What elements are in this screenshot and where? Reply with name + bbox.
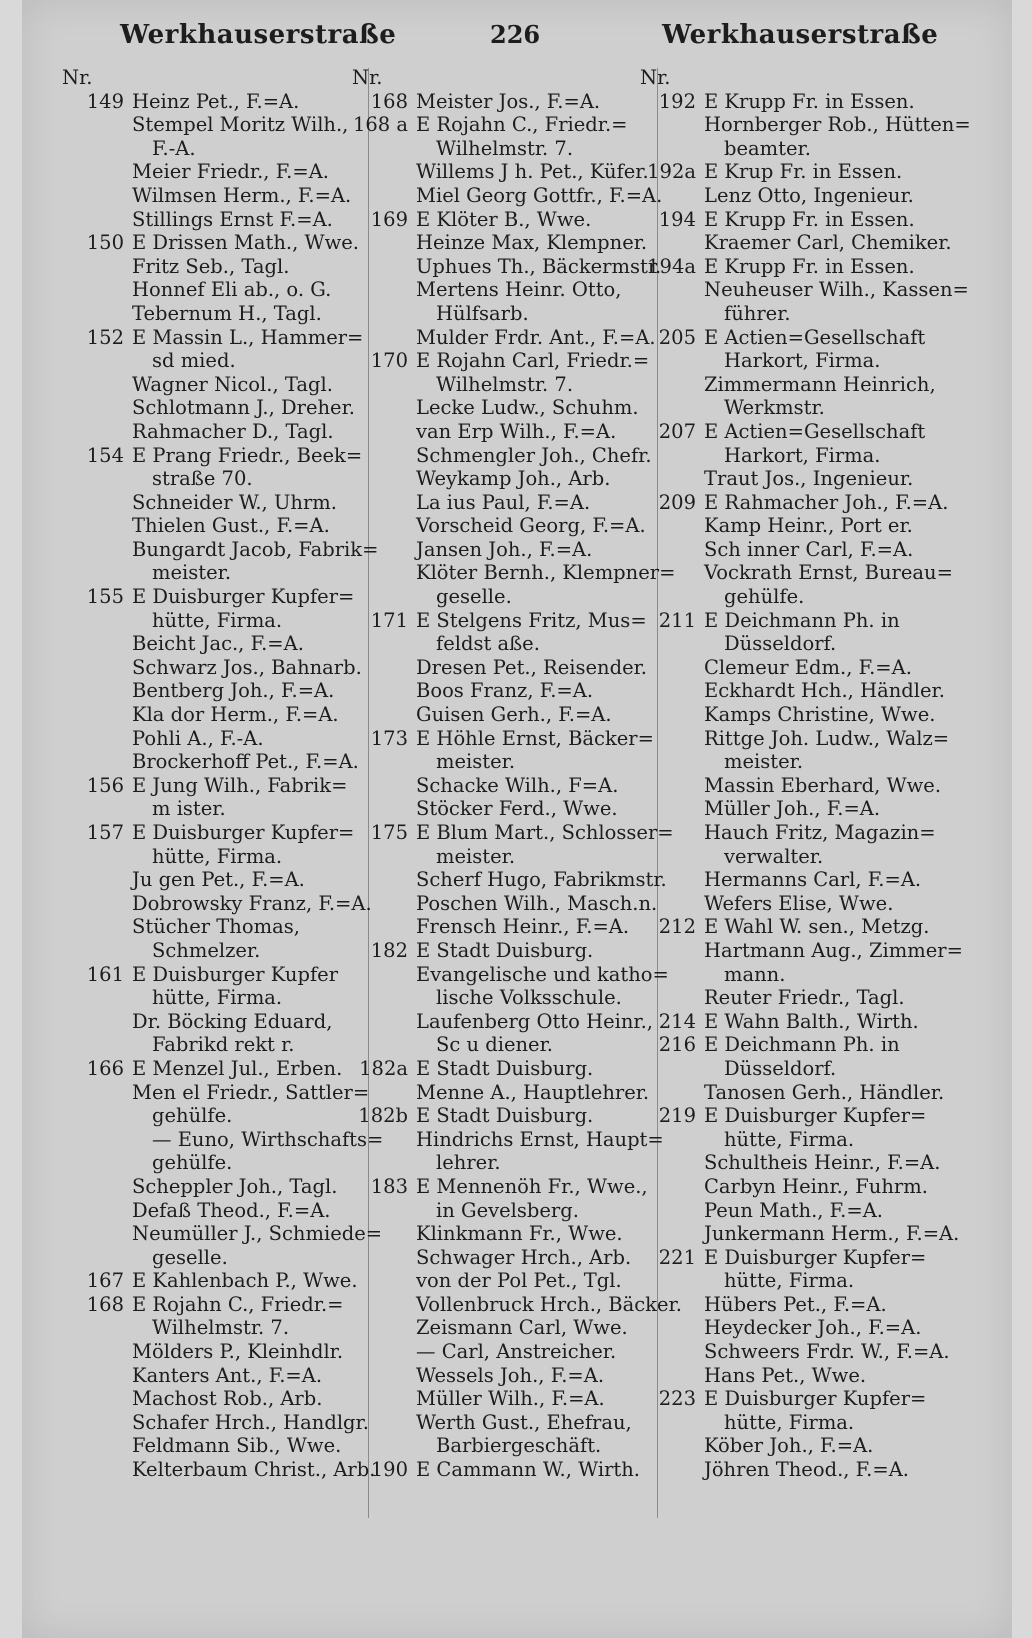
house-entry — [640, 420, 974, 444]
entry-continuation: Schmelzer. — [152, 938, 261, 962]
resident-entry: Dr. Böcking Eduard, — [132, 1009, 333, 1033]
house-number: 194a — [647, 254, 696, 278]
resident-entry: Defaß Theod., F.=A. — [132, 1198, 331, 1222]
house-number: 192 — [658, 89, 696, 113]
entry-continuation: führer. — [724, 301, 791, 325]
resident-entry: Klinkmann Fr., Wwe. — [416, 1222, 623, 1246]
resident-entry: Clemeur Edm., F.=A. — [704, 655, 912, 679]
entry-continuation: geselle. — [436, 585, 512, 609]
entry-continuation: hütte, Firma. — [724, 1127, 855, 1151]
house-entry — [62, 1293, 378, 1317]
resident-entry: Schlotmann J., Dreher. — [132, 396, 355, 420]
entry-text: Meister Jos., F.=A. — [416, 89, 601, 113]
entry-continuation: gehülfe. — [724, 585, 805, 609]
house-entry — [352, 939, 662, 963]
house-number: 168 a — [352, 113, 408, 137]
entry-text: E Deichmann Ph. in — [704, 608, 900, 632]
resident-entry: Evangelische und katho= — [416, 962, 669, 986]
resident-entry: Kamps Christine, Wwe. — [704, 703, 936, 727]
house-entry — [62, 1269, 378, 1293]
resident-entry: Lecke Ludw., Schuhm. — [416, 396, 639, 420]
resident-entry: Vockrath Ernst, Bureau= — [704, 561, 953, 585]
resident-entry: Zimmermann Heinrich, — [704, 372, 936, 396]
entry-text: E Stadt Duisburg. — [416, 938, 594, 962]
house-entry — [352, 113, 662, 137]
house-number: 155 — [86, 585, 124, 609]
entry-text: E Kahlenbach P., Wwe. — [132, 1269, 358, 1293]
resident-entry: Weykamp Joh., Arb. — [416, 467, 611, 491]
resident-entry: Klöter Bernh., Klempner= — [416, 561, 676, 585]
house-number: 205 — [658, 325, 696, 349]
entry-text: E Jung Wilh., Fabrik= — [132, 773, 348, 797]
entry-continuation: hütte, Firma. — [152, 844, 283, 868]
entry-text: E Deichmann Ph. in — [704, 1033, 900, 1057]
entry-text: E Rahmacher Joh., F.=A. — [704, 490, 949, 514]
resident-entry: Massin Eberhard, Wwe. — [704, 773, 942, 797]
resident-entry: — Carl, Anstreicher. — [416, 1340, 617, 1364]
entry-text: E Krupp Fr. in Essen. — [704, 254, 915, 278]
page-header — [22, 14, 1012, 58]
resident-entry: Neuheuser Wilh., Kassen= — [704, 278, 969, 302]
house-number: 207 — [658, 419, 696, 443]
house-entry — [62, 326, 378, 350]
house-number: 182a — [359, 1056, 408, 1080]
entry-continuation: — Euno, Wirthschafts= — [152, 1127, 384, 1151]
resident-entry: Heydecker Joh., F.=A. — [704, 1316, 922, 1340]
resident-entry: Fritz Seb., Tagl. — [132, 254, 290, 278]
entry-continuation: gehülfe. — [152, 1151, 233, 1175]
resident-entry: Brockerhoff Pet., F.=A. — [132, 750, 359, 774]
entry-continuation: meister. — [152, 561, 232, 585]
resident-entry: Stempel Moritz Wilh., — [132, 113, 349, 137]
running-head-right: Werkhauserstraße — [662, 20, 939, 50]
house-entry — [62, 774, 378, 798]
entry-text: E Krupp Fr. in Essen. — [704, 89, 915, 113]
column-heading: Nr. — [352, 66, 383, 89]
house-number: 166 — [86, 1056, 124, 1080]
house-entry — [62, 231, 378, 255]
resident-entry: Stücher Thomas, — [132, 915, 300, 939]
resident-entry: Scherf Hugo, Fabrikmstr. — [416, 868, 667, 892]
entry-continuation: beamter. — [724, 136, 811, 160]
entry-continuation: meister. — [436, 750, 516, 774]
resident-entry: Lenz Otto, Ingenieur. — [704, 183, 914, 207]
entry-continuation: feldst aße. — [436, 632, 540, 656]
house-number: 182b — [358, 1104, 408, 1128]
entry-continuation: Werkmstr. — [724, 396, 825, 420]
house-entry — [62, 90, 378, 114]
house-entry — [640, 326, 974, 350]
entry-continuation: verwalter. — [724, 844, 824, 868]
house-entry — [640, 609, 974, 633]
entry-text: E Duisburger Kupfer= — [132, 585, 355, 609]
house-number: 216 — [658, 1033, 696, 1057]
entry-text: E Mennenöh Fr., Wwe., — [416, 1174, 648, 1198]
entry-continuation: in Gevelsberg. — [436, 1198, 579, 1222]
resident-entry: Zeismann Carl, Wwe. — [416, 1316, 628, 1340]
entry-text: E Rojahn C., Friedr.= — [132, 1292, 344, 1316]
house-number: 170 — [370, 349, 408, 373]
resident-entry: Men el Friedr., Sattler= — [132, 1080, 370, 1104]
house-number: 168 — [86, 1292, 124, 1316]
entry-continuation: sd mied. — [152, 349, 236, 373]
entry-text: E Stadt Duisburg. — [416, 1104, 594, 1128]
house-number: 154 — [86, 443, 124, 467]
resident-entry: Feldmann Sib., Wwe. — [132, 1434, 342, 1458]
resident-entry: Dobrowsky Franz, F.=A. — [132, 891, 372, 915]
resident-entry: Kamp Heinr., Port er. — [704, 514, 913, 538]
house-number: 169 — [370, 207, 408, 231]
resident-entry: Menne A., Hauptlehrer. — [416, 1080, 650, 1104]
resident-entry: Dresen Pet., Reisender. — [416, 655, 647, 679]
resident-entry: Junkermann Herm., F.=A. — [704, 1222, 960, 1246]
resident-entry: Miel Georg Gottfr., F.=A. — [416, 183, 663, 207]
entry-continuation: Hülfsarb. — [436, 301, 529, 325]
house-entry — [62, 821, 378, 845]
resident-entry: Mertens Heinr. Otto, — [416, 278, 622, 302]
entry-text: E Duisburger Kupfer= — [704, 1245, 927, 1269]
house-number: 192a — [647, 160, 696, 184]
page-number: 226 — [490, 20, 541, 49]
resident-entry: Schweers Frdr. W., F.=A. — [704, 1340, 950, 1364]
house-entry — [352, 1057, 662, 1081]
entry-text: E Menzel Jul., Erben. — [132, 1056, 343, 1080]
entry-continuation: meister. — [436, 844, 516, 868]
entry-continuation: Harkort, Firma. — [724, 443, 881, 467]
resident-entry: Traut Jos., Ingenieur. — [704, 467, 914, 491]
entry-continuation: F.-A. — [152, 136, 196, 160]
house-entry — [352, 609, 662, 633]
entry-text: E Actien=Gesellschaft — [704, 325, 926, 349]
house-number: 156 — [86, 773, 124, 797]
resident-entry: Pohli A., F.-A. — [132, 726, 264, 750]
entry-continuation: m ister. — [152, 797, 226, 821]
house-number: 183 — [370, 1174, 408, 1198]
entry-continuation: hütte, Firma. — [152, 986, 283, 1010]
resident-entry: Hans Pet., Wwe. — [704, 1363, 867, 1387]
entry-text: Heinz Pet., F.=A. — [132, 89, 300, 113]
resident-entry: Hindrichs Ernst, Haupt= — [416, 1127, 664, 1151]
house-number: 150 — [86, 231, 124, 255]
house-entry — [640, 1104, 974, 1128]
entry-text: E Rojahn C., Friedr.= — [416, 113, 628, 137]
resident-entry: Bungardt Jacob, Fabrik= — [132, 537, 379, 561]
resident-entry: Hübers Pet., F.=A. — [704, 1292, 887, 1316]
resident-entry: Hauch Fritz, Magazin= — [704, 821, 936, 844]
resident-entry: Wessels Joh., F.=A. — [416, 1363, 605, 1387]
house-number: 223 — [658, 1387, 696, 1411]
house-entry — [352, 90, 662, 114]
house-entry — [640, 255, 974, 279]
entry-continuation: gehülfe. — [152, 1104, 233, 1128]
house-number: 182 — [370, 938, 408, 962]
resident-entry: Peun Math., F.=A. — [704, 1198, 883, 1222]
entry-continuation: hütte, Firma. — [152, 608, 283, 632]
entry-text: E Wahl W. sen., Metzg. — [704, 915, 930, 939]
resident-entry: Laufenberg Otto Heinr., — [416, 1009, 653, 1033]
entry-continuation: Düsseldorf. — [724, 1056, 837, 1080]
resident-entry: Ju gen Pet., F.=A. — [132, 868, 305, 892]
resident-entry: Bentberg Joh., F.=A. — [132, 679, 335, 703]
house-entry — [62, 444, 378, 468]
entry-continuation: hütte, Firma. — [724, 1410, 855, 1434]
entry-text: E Höhle Ernst, Bäcker= — [416, 726, 654, 750]
resident-entry: Hartmann Aug., Zimmer= — [704, 938, 963, 962]
resident-entry: Tanosen Gerh., Händler. — [704, 1080, 945, 1104]
house-number: 161 — [86, 962, 124, 986]
entry-text: E Duisburger Kupfer= — [132, 821, 355, 844]
house-entry — [640, 1387, 974, 1411]
entry-continuation: Fabrikd rekt r. — [152, 1033, 295, 1057]
resident-entry: Stillings Ernst F.=A. — [132, 207, 333, 231]
entry-continuation: lische Volksschule. — [436, 986, 622, 1010]
resident-entry: Vorscheid Georg, F.=A. — [416, 514, 646, 538]
entry-text: E Drissen Math., Wwe. — [132, 231, 359, 255]
resident-entry: Werth Gust., Ehefrau, — [416, 1410, 632, 1434]
entry-continuation: mann. — [724, 962, 786, 986]
house-entry — [62, 963, 378, 987]
resident-entry: Wilmsen Herm., F.=A. — [132, 183, 352, 207]
entry-text: E Duisburger Kupfer= — [704, 1104, 927, 1128]
house-entry — [640, 208, 974, 232]
house-number: 175 — [370, 821, 408, 844]
entry-text: E Stelgens Fritz, Mus= — [416, 608, 647, 632]
entry-continuation: Barbiergeschäft. — [436, 1434, 602, 1458]
resident-entry: Reuter Friedr., Tagl. — [704, 986, 905, 1010]
resident-entry: Müller Wilh., F.=A. — [416, 1387, 605, 1411]
resident-entry: Schneider W., Uhrm. — [132, 490, 337, 514]
resident-entry: Schwager Hrch., Arb. — [416, 1245, 632, 1269]
resident-entry: Schmengler Joh., Chefr. — [416, 443, 652, 467]
entry-text: E Cammann W., Wirth. — [416, 1458, 640, 1482]
resident-entry: Kraemer Carl, Chemiker. — [704, 231, 952, 255]
resident-entry: Köber Joh., F.=A. — [704, 1434, 874, 1458]
house-number: 211 — [658, 608, 696, 632]
resident-entry: Meier Friedr., F.=A. — [132, 160, 329, 184]
resident-entry: Honnef Eli ab., o. G. — [132, 278, 332, 302]
entry-continuation: lehrer. — [436, 1151, 501, 1175]
house-number: 167 — [86, 1269, 124, 1293]
entry-text: E Krup Fr. in Essen. — [704, 160, 903, 184]
house-entry — [640, 1033, 974, 1057]
entry-text: E Stadt Duisburg. — [416, 1056, 594, 1080]
resident-entry: Frensch Heinr., F.=A. — [416, 915, 630, 939]
entry-text: E Duisburger Kupfer= — [704, 1387, 927, 1411]
house-entry — [640, 915, 974, 939]
resident-entry: Schacke Wilh., F=A. — [416, 773, 619, 797]
resident-entry: Mölders P., Kleinhdlr. — [132, 1340, 344, 1364]
entry-continuation: hütte, Firma. — [724, 1269, 855, 1293]
house-number: 214 — [658, 1009, 696, 1033]
entry-text: E Rojahn Carl, Friedr.= — [416, 349, 650, 373]
resident-entry: Sch inner Carl, F.=A. — [704, 537, 914, 561]
house-entry — [640, 491, 974, 515]
entry-continuation: Harkort, Firma. — [724, 349, 881, 373]
entry-continuation: geselle. — [152, 1245, 228, 1269]
house-entry — [352, 1175, 662, 1199]
resident-entry: Kla dor Herm., F.=A. — [132, 703, 339, 727]
resident-entry: Schwarz Jos., Bahnarb. — [132, 655, 362, 679]
house-entry — [62, 585, 378, 609]
resident-entry: Vollenbruck Hrch., Bäcker. — [416, 1292, 682, 1316]
resident-entry: Guisen Gerh., F.=A. — [416, 703, 612, 727]
resident-entry: Eckhardt Hch., Händler. — [704, 679, 945, 703]
house-entry — [352, 727, 662, 751]
resident-entry: Machost Rob., Arb. — [132, 1387, 323, 1411]
resident-entry: Carbyn Heinr., Fuhrm. — [704, 1174, 928, 1198]
house-entry — [640, 90, 974, 114]
resident-entry: Thielen Gust., F.=A. — [132, 514, 330, 538]
resident-entry: Mulder Frdr. Ant., F.=A. — [416, 325, 656, 349]
entry-text: E Blum Mart., Schlosser= — [416, 821, 674, 844]
resident-entry: Rittge Joh. Ludw., Walz= — [704, 726, 950, 750]
resident-entry: Heinze Max, Klempner. — [416, 231, 648, 255]
resident-entry: Beicht Jac., F.=A. — [132, 632, 304, 656]
resident-entry: Neumüller J., Schmiede= — [132, 1222, 383, 1246]
column-heading: Nr. — [640, 66, 671, 89]
house-number: 157 — [86, 821, 124, 844]
resident-entry: Poschen Wilh., Masch.n. — [416, 891, 658, 915]
resident-entry: Schafer Hrch., Handlgr. — [132, 1410, 369, 1434]
entry-continuation: Sc u diener. — [436, 1033, 553, 1057]
entry-text: E Massin L., Hammer= — [132, 325, 364, 349]
resident-entry: Wagner Nicol., Tagl. — [132, 372, 333, 396]
house-number: 190 — [370, 1458, 408, 1482]
entry-text: E Krupp Fr. in Essen. — [704, 207, 915, 231]
house-number: 212 — [658, 915, 696, 939]
house-entry — [62, 1057, 378, 1081]
resident-entry: Müller Joh., F.=A. — [704, 797, 881, 821]
entry-continuation: Düsseldorf. — [724, 632, 837, 656]
house-number: 221 — [658, 1245, 696, 1269]
house-number: 152 — [86, 325, 124, 349]
resident-entry: Uphues Th., Bäckermstr. — [416, 254, 662, 278]
house-entry — [352, 208, 662, 232]
entry-continuation: Wilhelmstr. 7. — [436, 372, 574, 396]
resident-entry: Schultheis Heinr., F.=A. — [704, 1151, 941, 1175]
entry-continuation: meister. — [724, 750, 804, 774]
entry-text: E Actien=Gesellschaft — [704, 419, 926, 443]
resident-entry: La ius Paul, F.=A. — [416, 490, 591, 514]
house-entry — [640, 160, 974, 184]
house-number: 194 — [658, 207, 696, 231]
house-number: 171 — [370, 608, 408, 632]
column-3 — [640, 66, 974, 1482]
house-number: 168 — [370, 89, 408, 113]
resident-entry: Tebernum H., Tagl. — [132, 301, 322, 325]
house-entry — [352, 821, 674, 845]
entry-continuation: Wilhelmstr. 7. — [436, 136, 574, 160]
resident-entry: Kanters Ant., F.=A. — [132, 1363, 323, 1387]
house-entry — [640, 1010, 974, 1034]
resident-entry: Scheppler Joh., Tagl. — [132, 1174, 338, 1198]
entry-continuation: Wilhelmstr. 7. — [152, 1316, 290, 1340]
house-number: 173 — [370, 726, 408, 750]
entry-continuation: straße 70. — [152, 467, 253, 491]
house-entry — [352, 1104, 662, 1128]
resident-entry: Hermanns Carl, F.=A. — [704, 868, 922, 892]
entry-text: E Prang Friedr., Beek= — [132, 443, 363, 467]
house-number: 219 — [658, 1104, 696, 1128]
resident-entry: Stöcker Ferd., Wwe. — [416, 797, 618, 821]
house-entry — [640, 1246, 974, 1270]
running-head-left: Werkhauserstraße — [120, 20, 397, 50]
resident-entry: Wefers Elise, Wwe. — [704, 891, 894, 915]
entry-text: E Klöter B., Wwe. — [416, 207, 592, 231]
resident-entry: Jöhren Theod., F.=A. — [704, 1458, 909, 1482]
resident-entry: Jansen Joh., F.=A. — [416, 537, 593, 561]
resident-entry: Boos Franz, F.=A. — [416, 679, 594, 703]
house-number: 209 — [658, 490, 696, 514]
house-number: 149 — [86, 89, 124, 113]
resident-entry: Rahmacher D., Tagl. — [132, 419, 334, 443]
column-heading: Nr. — [62, 66, 93, 89]
house-entry — [352, 349, 662, 373]
entry-text: E Wahn Balth., Wirth. — [704, 1009, 919, 1033]
resident-entry: Willems J h. Pet., Küfer. — [416, 160, 649, 184]
resident-entry: van Erp Wilh., F.=A. — [416, 419, 617, 443]
directory-page — [22, 0, 1012, 1638]
house-entry — [352, 1458, 662, 1482]
entry-text: E Duisburger Kupfer — [132, 962, 339, 986]
resident-entry: Hornberger Rob., Hütten= — [704, 113, 971, 137]
resident-entry: Kelterbaum Christ., Arb. — [132, 1458, 376, 1482]
resident-entry: von der Pol Pet., Tgl. — [416, 1269, 622, 1293]
